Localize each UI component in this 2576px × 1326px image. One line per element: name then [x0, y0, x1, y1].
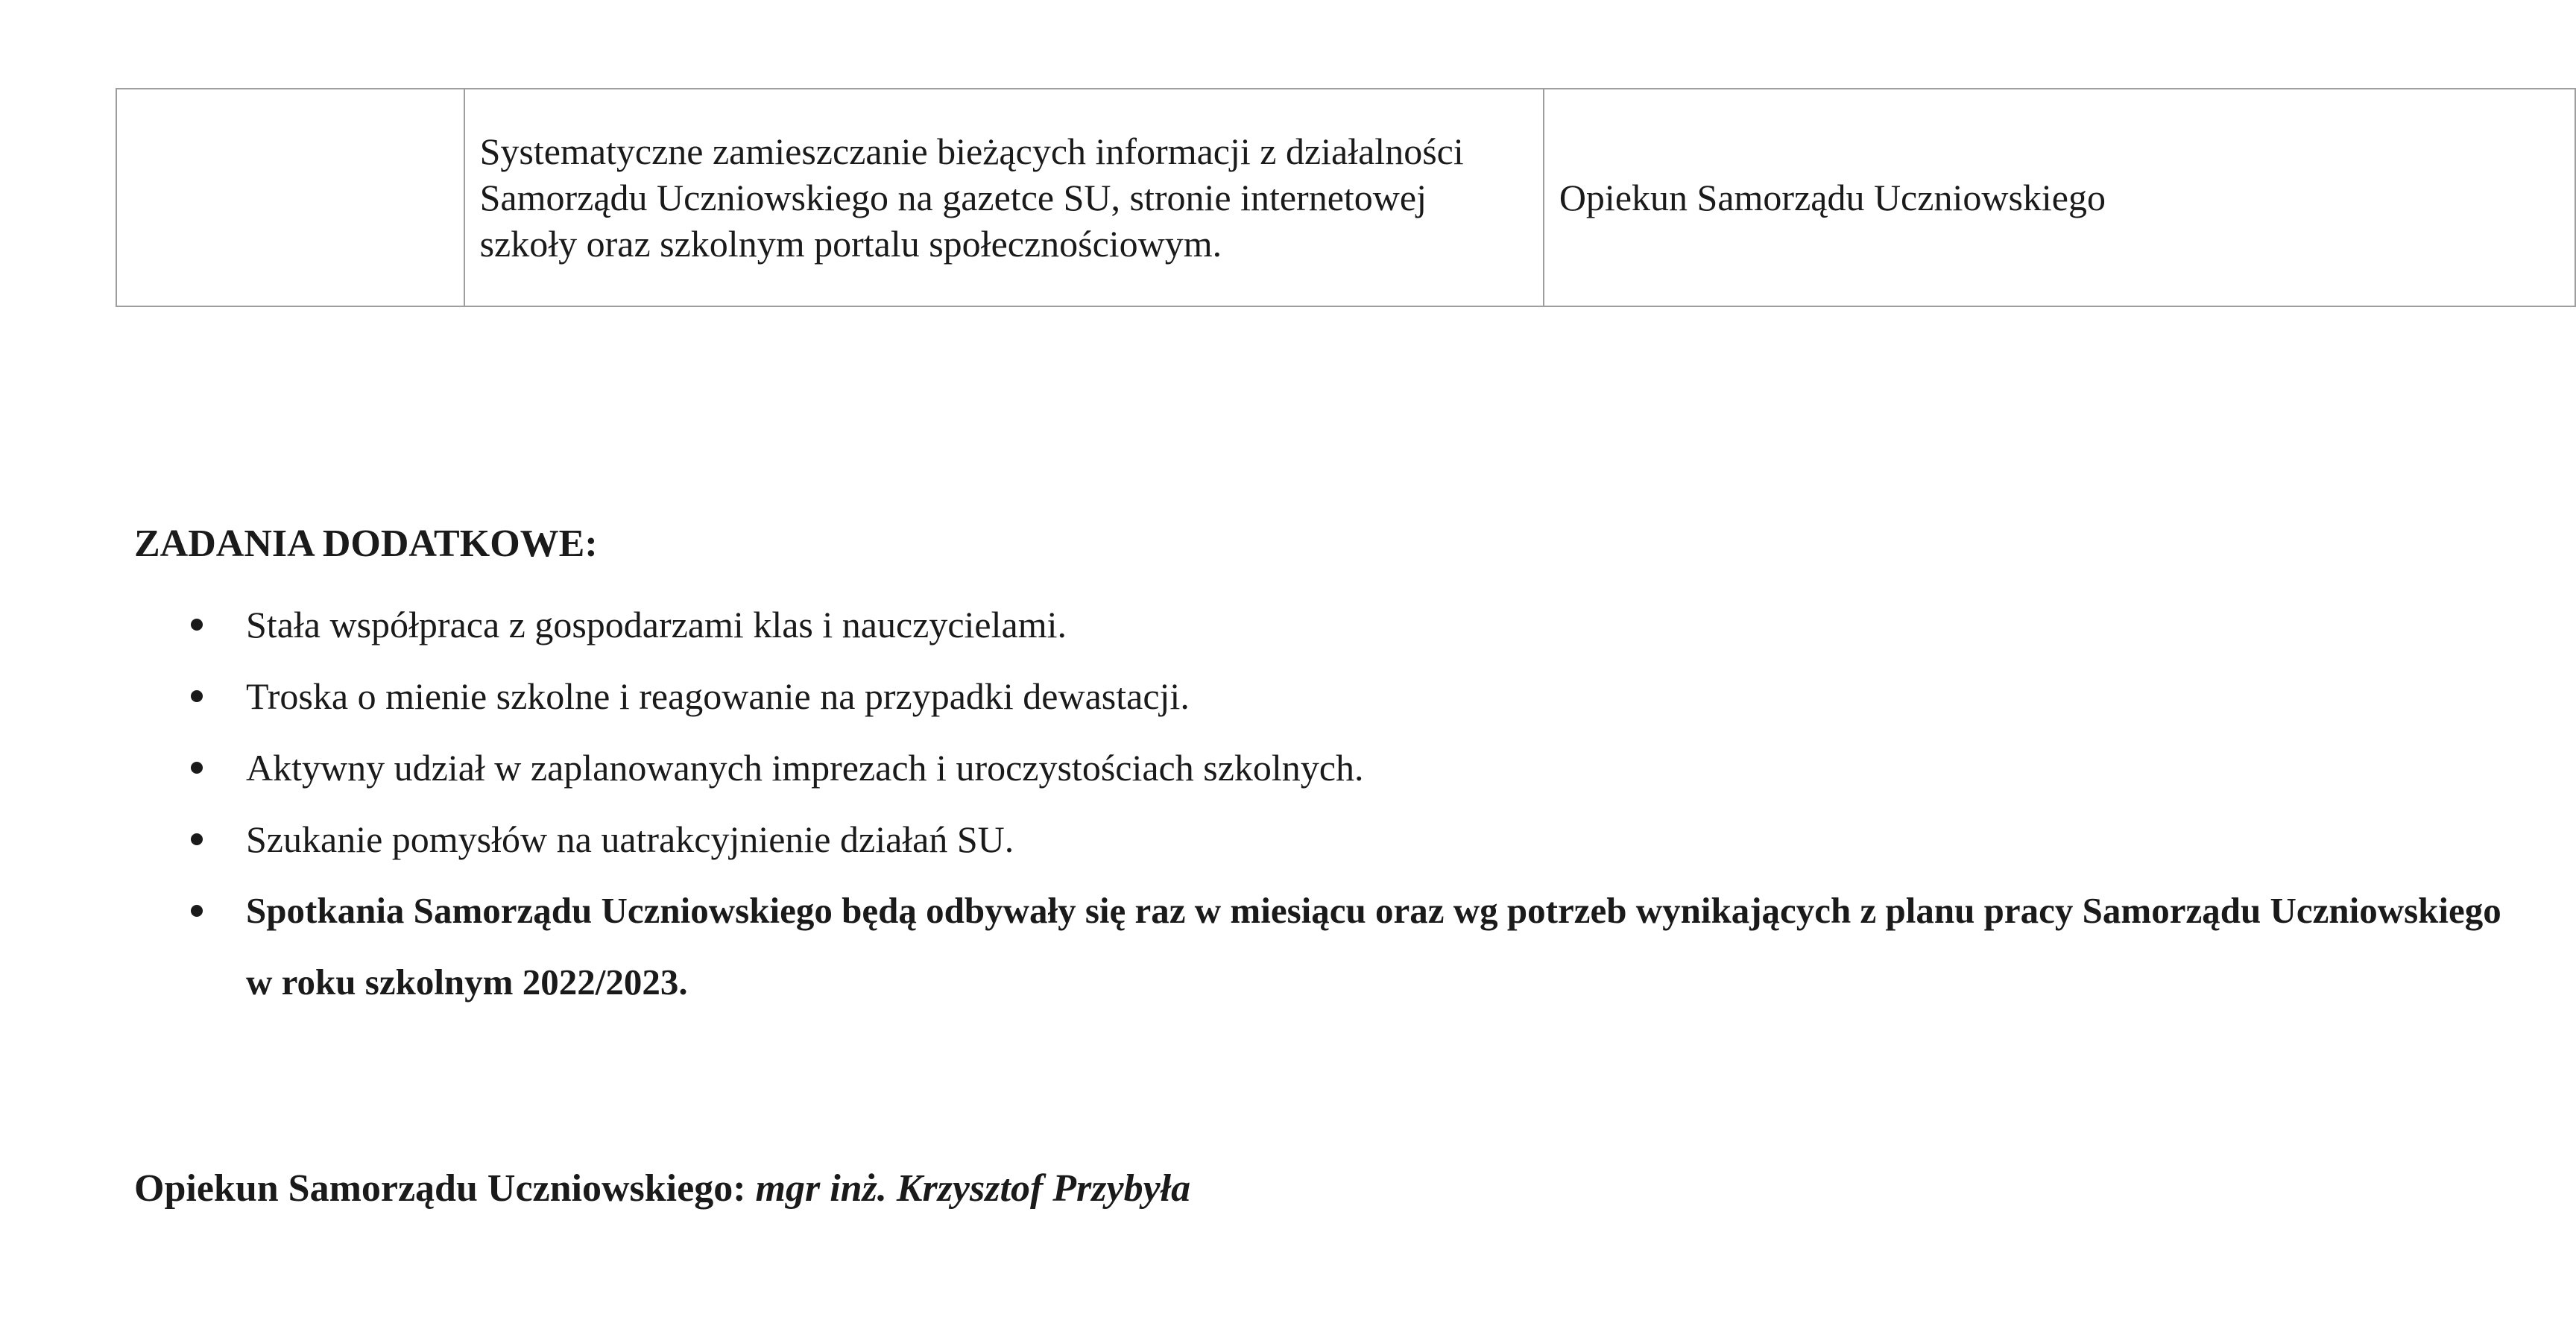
list-item-text: Troska o mienie szkolne i reagowanie na przypadki dewastacji.	[246, 675, 1190, 717]
bullet-icon	[191, 690, 203, 702]
signature	[134, 1163, 1190, 1215]
list-item	[134, 804, 2534, 875]
signature-label: Opiekun Samorządu Uczniowskiego:	[134, 1167, 746, 1210]
list-item	[134, 589, 2534, 660]
table-row	[116, 89, 2575, 306]
bullet-icon	[191, 833, 203, 845]
bullet-icon	[191, 762, 203, 774]
table-cell-empty	[116, 89, 464, 306]
list-item-meetings	[134, 875, 2534, 1018]
list-item-text: Spotkania Samorządu Uczniowskiego będą odbywały się raz w miesiącu oraz wg potrzeb wynikających z planu pracy Samorządu Uczniowskiego w roku szkolnym 2022/2023.	[246, 890, 2501, 1003]
bullet-icon	[191, 619, 203, 631]
bullet-icon	[191, 905, 203, 917]
signature-name: mgr inż. Krzysztof Przybyła	[755, 1167, 1191, 1210]
table-cell-task: Systematyczne zamieszczanie bieżących informacji z działalności Samorządu Uczniowskiego na gazetce SU, stronie internetowej szkoły oraz szkolnym portalu społecznościowym.	[464, 89, 1544, 306]
task-table	[116, 88, 2576, 307]
list-item-text: Szukanie pomysłów na uatrakcyjnienie działań SU.	[246, 818, 1014, 860]
list-item-text: Stała współpraca z gospodarzami klas i nauczycielami.	[246, 604, 1067, 645]
extra-tasks-list	[134, 589, 2534, 1018]
list-item	[134, 660, 2534, 732]
list-item	[134, 732, 2534, 804]
table-cell-responsible: Opiekun Samorządu Uczniowskiego	[1544, 89, 2575, 306]
list-item-text: Aktywny udział w zaplanowanych imprezach i uroczystościach szkolnych.	[246, 747, 1364, 789]
section-title: ZADANIA DODATKOWE:	[134, 522, 598, 565]
